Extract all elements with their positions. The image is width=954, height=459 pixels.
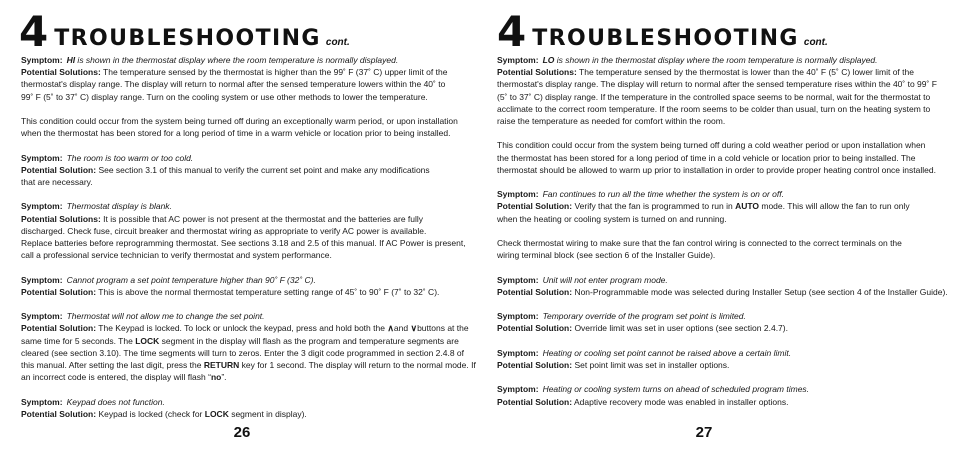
return-keyword: RETURN: [203, 360, 240, 370]
symptom-label: Symptom:: [21, 55, 63, 65]
symptom-text: Unit will not enter program mode.: [542, 274, 668, 285]
symptom-block-early-start: [497, 383, 929, 407]
solution-line: [497, 396, 929, 408]
chapter-number: 4: [19, 7, 48, 56]
page-27: [477, 0, 954, 459]
solution-text: an incorrect code is entered, the display will flash “: [21, 372, 211, 383]
solution-label: Potential Solution:: [497, 323, 573, 334]
paragraph-line: wiring terminal block (see section 6 of the Installer Guide).: [497, 250, 716, 261]
symptom-text: Thermostat display is blank.: [66, 201, 172, 212]
chapter-header: [19, 7, 350, 56]
paragraph-cold-condition: [497, 139, 936, 176]
lock-keyword: LOCK: [135, 335, 160, 346]
solution-text: discharged. Check fuse, circuit breaker and thermostat wiring as appropriate to verify AC power is available.: [21, 225, 427, 236]
paragraph-line: the thermostat has been stored for a long period of time in a cold vehicle or location prior to being installed. The: [497, 152, 916, 163]
symptom-block-too-warm: [21, 152, 451, 189]
hi-code: HI: [66, 55, 76, 65]
symptom-line: [497, 383, 929, 395]
symptom-text: Temporary override of the program set point is limited.: [542, 311, 746, 322]
solution-text: that are necessary.: [21, 177, 93, 187]
solution-label: Potential Solution:: [497, 201, 573, 212]
solution-text: ”.: [221, 372, 227, 383]
solution-line: [497, 322, 929, 334]
symptom-text: Heating or cooling set point cannot be raised above a certain limit.: [542, 347, 792, 358]
chapter-cont: cont.: [325, 37, 350, 48]
solution-text: mode. This will allow the fan to run only: [759, 201, 910, 212]
paragraph-line: thermostat should be allowed to warm up prior to installation in order to provide proper heating control once installed.: [497, 164, 936, 175]
symptom-line: [497, 274, 929, 286]
chapter-header: [497, 7, 828, 56]
lock-keyword: LOCK: [204, 408, 229, 419]
solution-text: This is above the normal thermostat temperature setting range of 45˚ to 90˚ F (7˚ to 32˚ C).: [96, 286, 440, 297]
symptom-line: [21, 274, 451, 286]
symptom-label: Symptom:: [21, 201, 63, 212]
symptom-block-hi: [21, 54, 451, 103]
solution-text: thermostat's display range. The display will return to normal after the sensed temperature rises within the 40˚ to 99˚ F: [497, 79, 937, 90]
solution-label: Potential Solution:: [21, 286, 97, 297]
symptom-label: Symptom:: [497, 55, 539, 65]
symptom-block-program-mode: [497, 274, 948, 298]
solution-text: same time for 5 seconds. The: [21, 335, 136, 346]
symptom-label: Symptom:: [21, 274, 63, 285]
solution-line: [497, 66, 929, 78]
symptom-line: [21, 200, 451, 212]
solution-line: [21, 213, 451, 225]
solution-line: [497, 200, 929, 212]
symptom-block-override-limited: [497, 310, 929, 334]
symptom-line: [497, 188, 929, 200]
solution-line: [21, 408, 451, 420]
lo-code: LO: [542, 55, 555, 65]
solution-text: thermostat's display range. The display will return to normal after the sensed temperature lowers within the 40˚ to: [21, 79, 446, 90]
paragraph-fan-wiring: [497, 237, 929, 261]
symptom-line: [497, 310, 929, 322]
solution-text: segment in display).: [228, 408, 307, 419]
solution-line: [21, 335, 459, 347]
solution-label: Potential Solution:: [497, 396, 573, 407]
symptom-label: Symptom:: [497, 274, 539, 285]
solution-text: Replace batteries before reprogramming thermostat. See sections 3.18 and 2.5 of this manual. If AC Power is present,: [21, 238, 466, 248]
solution-text: It is possible that AC power is not present at the thermostat and the batteries are fully: [100, 213, 424, 224]
solution-line: [21, 286, 451, 298]
paragraph-line: This condition could occur from the system being turned off during a cold weather period or upon installation when: [497, 140, 926, 151]
chapter-title: TROUBLESHOOTING: [54, 26, 321, 51]
solution-text: acclimate to the correct room temperature. If the room seems to be colder than usual, turn on the heating system to: [497, 103, 931, 114]
symptom-text: is shown in the thermostat display where the room temperature is normally displayed.: [554, 55, 878, 65]
symptom-block-lo: [497, 54, 937, 127]
symptom-label: Symptom:: [21, 396, 63, 407]
chapter-cont: cont.: [803, 37, 828, 48]
solution-label: Potential Solution:: [21, 164, 97, 175]
symptom-line: [497, 347, 929, 359]
symptom-block-blank-display: [21, 200, 466, 261]
page-number: 27: [695, 424, 713, 441]
solution-text: Adaptive recovery mode was enabled in installer options.: [572, 396, 789, 407]
solution-text: The Keypad is locked. To lock or unlock the keypad, press and hold both the: [96, 323, 385, 334]
symptom-line: [21, 396, 451, 408]
page-number: 26: [233, 424, 251, 441]
solution-label: Potential Solution:: [497, 286, 573, 297]
auto-keyword: AUTO: [735, 201, 760, 212]
solution-text: Override limit was set in user options (see section 2.4.7).: [572, 323, 788, 334]
solution-label: Potential Solutions:: [21, 67, 101, 78]
up-arrow-icon: ∧: [387, 323, 394, 334]
solution-text: Non-Programmable mode was selected during Installer Setup (see section 4 of the Installer Guide).: [572, 286, 948, 297]
solution-text: cleared (see section 3.10). The time segments will turn to zeros. Enter the 3 digit code programmed in section 2.4.8 of: [21, 347, 465, 358]
symptom-text: Heating or cooling system turns on ahead of scheduled program times.: [542, 384, 810, 395]
chapter-title: TROUBLESHOOTING: [532, 26, 799, 51]
symptom-text: is shown in the thermostat display where the room temperature is normally displayed.: [75, 55, 399, 65]
symptom-block-fan-runs: [497, 188, 929, 225]
symptom-block-keypad-locked: [21, 310, 476, 383]
symptom-text: The room is too warm or too cold.: [66, 152, 194, 163]
symptom-label: Symptom:: [497, 311, 539, 322]
symptom-label: Symptom:: [21, 311, 63, 322]
solution-line: [21, 359, 476, 371]
paragraph-line: Check thermostat wiring to make sure that the fan control wiring is connected to the correct terminals on the: [497, 238, 902, 248]
solution-text: See section 3.1 of this manual to verify the current set point and make any modifications: [96, 164, 430, 175]
solution-text: key for 1 second. The display will return to the normal mode. If: [239, 360, 476, 370]
solution-text: (5˚ to 37˚ C) display range. If the temperature in the controlled space seems to be normal, wait for the thermostat to: [497, 91, 931, 102]
solution-text: raise the temperature as needed for comfort within the room.: [497, 116, 726, 127]
symptom-text: Thermostat will not allow me to change the set point.: [66, 311, 265, 322]
symptom-line: [497, 54, 929, 66]
solution-text: Verify that the fan is programmed to run in: [572, 201, 736, 212]
symptom-block-set-point-raise: [497, 347, 929, 371]
page-body: [497, 54, 948, 420]
down-arrow-icon: ∨: [410, 323, 418, 334]
symptom-label: Symptom:: [497, 384, 539, 395]
solution-text: call a professional service technician to verify thermostat and system performance.: [21, 250, 332, 261]
solution-line: [21, 371, 451, 383]
symptom-block-set-point-limit: [21, 274, 451, 298]
solution-line: [21, 164, 451, 176]
chapter-number: 4: [497, 7, 526, 56]
symptom-text: Fan continues to run all the time whether the system is on or off.: [542, 189, 784, 200]
solution-label: Potential Solutions:: [21, 213, 101, 224]
solution-line: [497, 359, 929, 371]
solution-text: this manual. After setting the last digit, press the: [21, 360, 204, 370]
solution-text: Set point limit was set in installer options.: [572, 359, 730, 370]
symptom-line: [21, 54, 451, 66]
solution-text: when the heating or cooling system is turned on and running.: [497, 213, 727, 224]
solution-label: Potential Solution:: [497, 359, 573, 370]
solution-label: Potential Solution:: [21, 408, 97, 419]
and-text: and: [393, 323, 409, 334]
solution-text: segment in the display will flash as the program and temperature segments are: [159, 335, 459, 346]
paragraph-line: when the thermostat has been stored for a long period of time in a warm vehicle or location prior to being installed.: [21, 128, 451, 139]
solution-line: [497, 286, 948, 298]
no-keyword: no: [210, 372, 222, 383]
solution-text: The temperature sensed by the thermostat is lower than the 40˚ F (5˚ C) lower limit of the: [576, 67, 914, 78]
paragraph-line: This condition could occur from the system being turned off during an exceptionally warm period, or upon installation: [21, 116, 458, 126]
solution-text: The temperature sensed by the thermostat is higher than the 99˚ F (37˚ C) upper limit of the: [100, 67, 448, 78]
solution-text: buttons at the: [417, 323, 469, 334]
symptom-line: [21, 310, 451, 322]
symptom-block-keypad-not-function: [21, 396, 451, 420]
solution-label: Potential Solution:: [21, 323, 97, 334]
paragraph-warm-condition: [21, 115, 458, 139]
symptom-label: Symptom:: [497, 347, 539, 358]
solution-line: [21, 66, 451, 78]
symptom-label: Symptom:: [497, 189, 539, 200]
page-body: [21, 54, 476, 432]
symptom-text: Keypad does not function.: [66, 396, 165, 407]
solution-line: [21, 322, 469, 334]
symptom-line: [21, 152, 451, 164]
solution-label: Potential Solutions:: [497, 67, 577, 78]
solution-text: Keypad is locked (check for: [96, 408, 205, 419]
symptom-label: Symptom:: [21, 152, 63, 163]
solution-text: 99˚ F (5˚ to 37˚ C) display range. Turn on the cooling system or use other methods to lower the temperature.: [21, 91, 428, 102]
symptom-text: Cannot program a set point temperature higher than 90˚ F (32˚ C).: [66, 274, 316, 285]
